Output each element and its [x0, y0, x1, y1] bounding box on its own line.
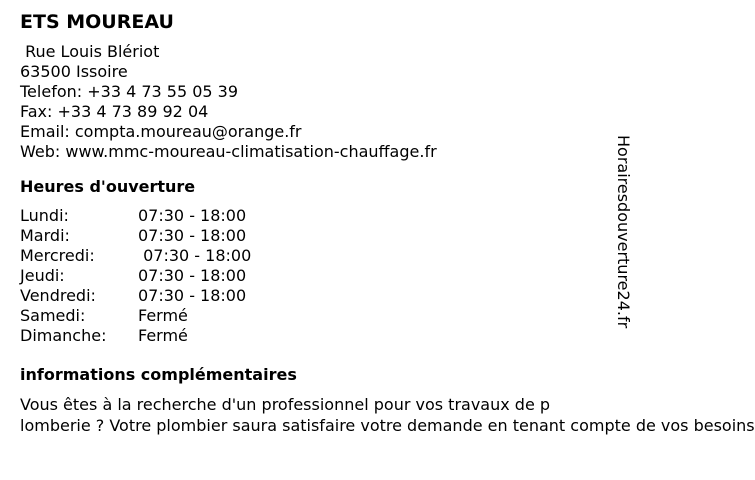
street-address: Rue Louis Blériot	[20, 42, 160, 61]
site-watermark: Horairesdouverture24.fr	[614, 135, 633, 329]
day-label: Samedi:	[20, 306, 86, 325]
hours-row-monday	[20, 206, 630, 226]
day-hours: 07:30 - 18:00	[138, 246, 252, 265]
web-line: Web: www.mmc-moureau-climatisation-chauffage.fr	[20, 142, 437, 161]
hours-row-saturday	[20, 306, 630, 326]
day-hours: Fermé	[138, 326, 188, 345]
day-hours: 07:30 - 18:00	[138, 226, 247, 245]
description-line-1: Vous êtes à la recherche d'un professionnel pour vos travaux de p	[20, 395, 551, 414]
hours-row-tuesday	[20, 226, 630, 246]
day-hours: 07:30 - 18:00	[138, 286, 247, 305]
day-label: Mardi:	[20, 226, 70, 245]
day-label: Lundi:	[20, 206, 69, 225]
day-label: Mercredi:	[20, 246, 95, 265]
hours-row-wednesday	[20, 246, 630, 266]
business-card	[20, 10, 755, 436]
day-label: Dimanche:	[20, 326, 107, 345]
email-line: Email: compta.moureau@orange.fr	[20, 122, 302, 141]
opening-hours-heading: Heures d'ouverture	[20, 177, 196, 196]
day-label: Jeudi:	[20, 266, 65, 285]
city-address: 63500 Issoire	[20, 62, 128, 81]
business-name: ETS MOUREAU	[20, 11, 174, 33]
fax-line: Fax: +33 4 73 89 92 04	[20, 102, 209, 121]
opening-hours-table	[20, 206, 630, 346]
additional-info-heading: informations complémentaires	[20, 365, 297, 384]
day-hours: 07:30 - 18:00	[138, 266, 247, 285]
day-hours: 07:30 - 18:00	[138, 206, 247, 225]
day-hours: Fermé	[138, 306, 188, 325]
description-line-2: lomberie ? Votre plombier saura satisfaire votre demande en tenant compte de vos besoins	[20, 416, 755, 435]
hours-row-friday	[20, 286, 630, 306]
day-label: Vendredi:	[20, 286, 96, 305]
hours-row-sunday	[20, 326, 630, 346]
phone-line: Telefon: +33 4 73 55 05 39	[20, 82, 239, 101]
hours-row-thursday	[20, 266, 630, 286]
